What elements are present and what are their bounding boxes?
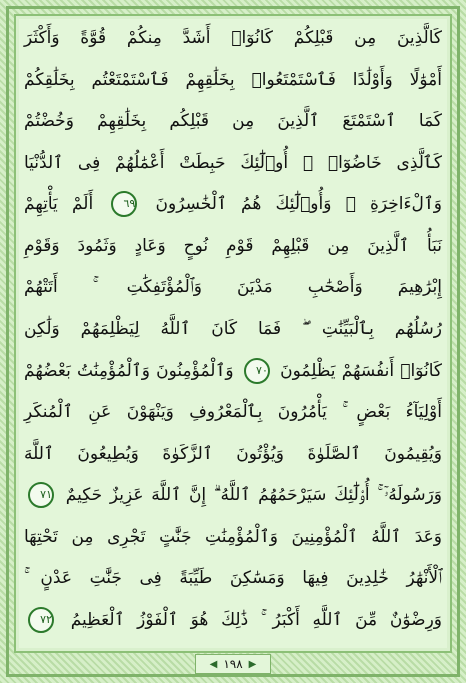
text-line: [22, 392, 444, 432]
line-text: وَعَدَ ٱللَّهُ ٱلْمُؤْمِنِينَ وَٱلْمُؤْمِنَٰتِ جَنَّٰتٍ تَجْرِى مِن تَحْتِهَا: [24, 526, 442, 547]
text-line: [22, 60, 444, 100]
text-line: [22, 101, 444, 141]
line-text: كَٱلَّذِى خَاضُوٓا۟ ۚ أُو۟لَٰٓئِكَ حَبِطَتْ أَعْمَٰلُهُمْ فِى ٱلدُّنْيَا: [24, 152, 442, 173]
text-line: [22, 143, 444, 183]
page-footer: [0, 653, 466, 675]
line-text: إِبْرَٰهِيمَ وَأَصْحَٰبِ مَدْيَنَ وَٱلْمُؤْتَفِكَٰتِ ۚ أَتَتْهُمْ: [24, 277, 442, 298]
line-text: كَالَّذِينَ مِن قَبْلِكُمْ كَانُوٓا۟ أَشَدَّ مِنكُمْ قُوَّةً وَأَكْثَرَ: [24, 28, 442, 48]
page-number-box: [195, 654, 272, 674]
line-text: ٱلْأَنْهَٰرُ خَٰلِدِينَ فِيهَا وَمَسَٰكِنَ طَيِّبَةً فِى جَنَّٰتِ عَدْنٍ ۚ: [24, 568, 442, 589]
ayah-number-marker: ٧١: [28, 482, 54, 508]
line-text: أَمْوَٰلًا وَأَوْلَٰدًا فَٱسْتَمْتَعُوا۟ بِخَلَٰقِهِمْ فَٱسْتَمْتَعْتُم بِخَلَٰقِكُمْ: [24, 69, 442, 90]
text-line: [22, 226, 444, 266]
ayah-number-marker: ٧٢: [28, 607, 54, 633]
text-line: [22, 558, 444, 598]
line-text: أَوْلِيَآءُ بَعْضٍ ۚ يَأْمُرُونَ بِٱلْمَعْرُوفِ وَيَنْهَوْنَ عَنِ ٱلْمُنكَرِ: [24, 402, 442, 423]
line-text: كَانُوٓا۟ أَنفُسَهُمْ يَظْلِمُونَ: [280, 360, 443, 381]
arrow-left-icon: ◀: [209, 658, 218, 670]
line-text: أَلَمْ يَأْتِهِمْ: [24, 194, 94, 215]
text-line: [22, 600, 444, 640]
line-text: نَبَأُ ٱلَّذِينَ مِن قَبْلِهِمْ قَوْمِ نُوحٍ وَعَادٍ وَثَمُودَ وَقَوْمِ: [24, 235, 442, 256]
ayah-number-marker: ٦٩: [111, 191, 137, 217]
arrow-right-icon: ▶: [248, 658, 257, 670]
line-text: وَٱلْمُؤْمِنُونَ وَٱلْمُؤْمِنَٰتُ بَعْضُهُمْ: [24, 360, 234, 381]
line-text: وَيُقِيمُونَ ٱلصَّلَوٰةَ وَيُؤْتُونَ ٱلزَّكَوٰةَ وَيُطِيعُونَ ٱللَّهَ: [24, 443, 442, 464]
line-text: وَرَسُولَهُۥٓ ۚ أُو۟لَٰٓئِكَ سَيَرْحَمُهُمُ ٱللَّهُ ۗ إِنَّ ٱللَّهَ عَزِيزٌ حَكِيمٌ: [65, 485, 443, 506]
text-line: [22, 267, 444, 307]
text-line: [22, 18, 444, 58]
line-text: رُسُلُهُم بِٱلْبَيِّنَٰتِ ۖ فَمَا كَانَ ٱللَّهُ لِيَظْلِمَهُمْ وَلَٰكِن: [24, 318, 442, 339]
text-block: [22, 18, 444, 640]
text-line: [22, 517, 444, 557]
ayah-number-marker: ٧٠: [244, 358, 270, 384]
text-line: [22, 184, 444, 224]
text-line: [22, 309, 444, 349]
page-number: ١٩٨: [223, 657, 243, 671]
line-text: كَمَا ٱسْتَمْتَعَ ٱلَّذِينَ مِن قَبْلِكُم بِخَلَٰقِهِمْ وَخُضْتُمْ: [24, 111, 442, 132]
text-line: [22, 475, 444, 515]
text-line: [22, 434, 444, 474]
text-line: [22, 351, 444, 391]
line-text: وَٱلْءَاخِرَةِ ۖ وَأُو۟لَٰٓئِكَ هُمُ ٱلْخَٰسِرُونَ: [155, 194, 443, 215]
line-text: وَرِضْوَٰنٌ مِّنَ ٱللَّهِ أَكْبَرُ ۚ ذَٰلِكَ هُوَ ٱلْفَوْزُ ٱلْعَظِيمُ: [70, 609, 443, 630]
